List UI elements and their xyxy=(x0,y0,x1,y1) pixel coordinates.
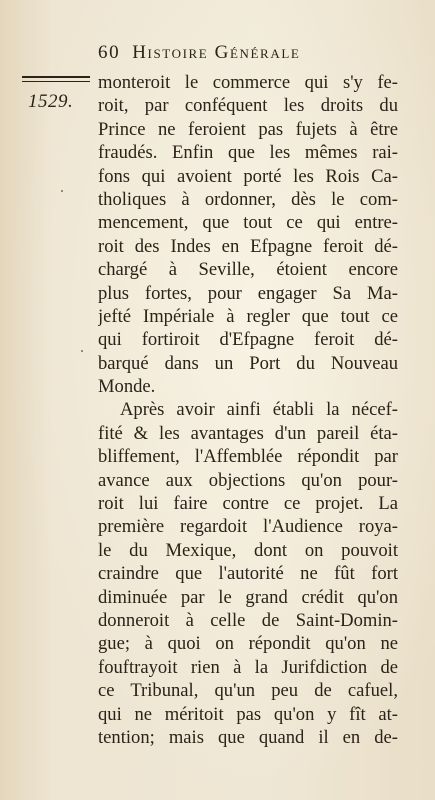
text-line: ce Tribunal, qu'un peu de cafuel, xyxy=(98,680,398,702)
text-line: craindre que l'autorité ne fût fort xyxy=(98,563,398,585)
margin-year: 1529. xyxy=(28,91,74,112)
text-line: tholiques à ordonner, dès le com- xyxy=(98,188,398,210)
text-line: Prince ne feroient pas fujets à être xyxy=(98,118,398,140)
text-line: tention; mais que quand il en de- xyxy=(98,726,398,748)
text-line: qui fortiroit d'Efpagne feroit dé- xyxy=(98,329,398,351)
text-line: Monde. xyxy=(98,376,156,398)
text-line: chargé à Seville, étoient encore xyxy=(98,259,398,281)
text-line: plus fortes, pour engager Sa Ma- xyxy=(98,282,398,304)
margin-rule xyxy=(22,76,90,82)
page-number: 60 xyxy=(98,42,121,63)
text-line: première regardoit l'Audience roya- xyxy=(98,516,398,538)
text-line: le du Mexique, dont on pouvoit xyxy=(98,539,398,561)
text-line: jefté Impériale à regler que tout ce xyxy=(98,305,398,327)
text-line: gue; à quoi on répondit qu'on ne xyxy=(98,633,398,655)
text-line: monteroit le commerce qui s'y fe- xyxy=(98,72,398,93)
text-line: diminuée par le grand crédit qu'on xyxy=(98,586,398,608)
paper-speck xyxy=(81,350,83,352)
running-title: Histoire Générale xyxy=(132,42,301,63)
text-line: fraudés. Enfin que les mêmes rai- xyxy=(98,142,398,164)
text-line: barqué dans un Port du Nouveau xyxy=(98,352,398,374)
text-line: donneroit à celle de Saint-Domin- xyxy=(98,609,398,631)
paper-speck xyxy=(61,190,63,192)
text-line: roit, par conféquent les droits du xyxy=(98,95,398,117)
text-line: bliffement, l'Affemblée répondit par xyxy=(98,446,398,468)
text-line: avance aux objections qu'on pour- xyxy=(98,469,398,491)
paragraph-start-line: Après avoir ainfi établi la nécef- xyxy=(120,399,398,421)
body-text xyxy=(98,71,398,749)
text-line: fouftrayoit rien à la Jurifdiction de xyxy=(98,656,398,678)
text-line: roit lui faire contre ce projet. La xyxy=(98,493,398,515)
running-head xyxy=(98,40,398,66)
text-line: roit des Indes en Efpagne feroit dé- xyxy=(98,235,398,257)
text-line: fons qui avoient porté les Rois Ca- xyxy=(98,165,398,187)
text-line: mencement, que tout ce qui entre- xyxy=(98,212,398,234)
text-line: fité & les avantages d'un pareil éta- xyxy=(98,422,398,444)
text-line: qui ne méritoit pas qu'on y fît at- xyxy=(98,703,398,725)
